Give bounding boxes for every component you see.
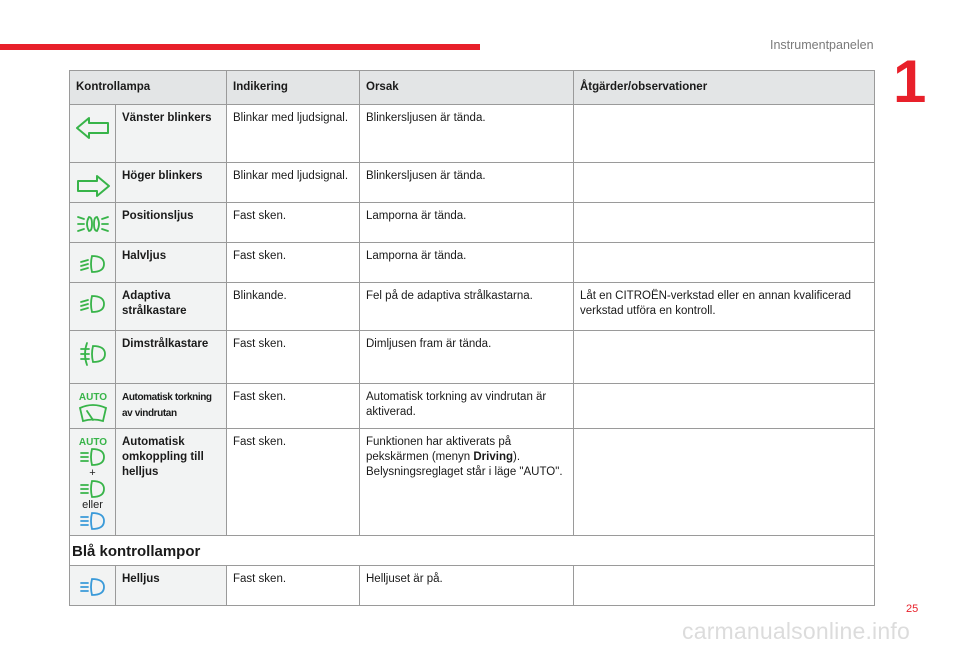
lamp-name: Positionsljus [116, 203, 227, 243]
section-row [70, 536, 875, 566]
blue-high-beam-icon [78, 511, 108, 531]
column-header-indikering: Indikering [227, 71, 360, 105]
lamp-cause: Lamporna är tända. [360, 203, 574, 243]
lamp-action [574, 243, 875, 283]
lamp-name: Dimstrålkastare [116, 331, 227, 384]
lamp-indication: Blinkar med ljudsignal. [227, 105, 360, 163]
position-lights-icon [70, 203, 116, 243]
column-header-kontrollampa: Kontrollampa [70, 71, 227, 105]
lamp-name: Helljus [116, 566, 227, 606]
green-high-beam-icon [78, 479, 108, 499]
lamp-indication: Fast sken. [227, 384, 360, 429]
or-label: eller [82, 499, 103, 511]
lamp-indication: Fast sken. [227, 243, 360, 283]
warning-lights-table [69, 70, 875, 606]
lamp-action [574, 163, 875, 203]
menu-driving: Driving [473, 451, 513, 463]
lamp-cause: Blinkersljusen är tända. [360, 163, 574, 203]
lamp-indication: Fast sken. [227, 203, 360, 243]
auto-label: AUTO [78, 437, 107, 447]
lamp-indication: Fast sken. [227, 429, 360, 536]
lamp-cause: Blinkersljusen är tända. [360, 105, 574, 163]
left-turn-arrow-icon [70, 105, 116, 163]
lamp-indication: Blinkar med ljudsignal. [227, 163, 360, 203]
lamp-action [574, 384, 875, 429]
lamp-cause: Helljuset är på. [360, 566, 574, 606]
table-row [70, 283, 875, 331]
auto-wiper-icon [70, 384, 116, 429]
chapter-number: 1 [893, 48, 927, 115]
adaptive-headlamp-icon [70, 283, 116, 331]
section-title: Blå kontrollampor [70, 536, 875, 566]
lamp-action [574, 105, 875, 163]
lamp-cause: Lamporna är tända. [360, 243, 574, 283]
lamp-name: Höger blinkers [116, 163, 227, 203]
cause-text: Funktionen har aktiverats på pekskärmen (menyn [366, 436, 512, 463]
table-row [70, 243, 875, 283]
watermark: carmanualsonline.info [682, 618, 910, 644]
table-row [70, 163, 875, 203]
lamp-cause: Automatisk torkning av vindrutan är aktiverad. [360, 384, 574, 429]
chapter-title: Instrumentpanelen [770, 38, 874, 52]
lamp-action [574, 331, 875, 384]
table-row [70, 203, 875, 243]
front-fog-light-icon [70, 331, 116, 384]
header-accent-bar [0, 44, 480, 50]
auto-high-beam-icon [70, 429, 116, 536]
lamp-name: Automatisk omkoppling till helljus [116, 429, 227, 536]
auto-label: AUTO [78, 392, 107, 402]
table-row [70, 331, 875, 384]
lamp-action [574, 429, 875, 536]
page-number: 25 [906, 603, 919, 615]
table-row [70, 566, 875, 606]
table-row [70, 384, 875, 429]
lamp-name: Adaptiva strålkastare [116, 283, 227, 331]
table-row [70, 429, 875, 536]
cause-text: ). Belysningsreglaget står i läge "AUTO". [366, 451, 563, 478]
lamp-cause: Dimljusen fram är tända. [360, 331, 574, 384]
table-row [70, 105, 875, 163]
lamp-action [574, 203, 875, 243]
lamp-name: Vänster blinkers [116, 105, 227, 163]
lamp-indication: Fast sken. [227, 566, 360, 606]
low-beam-icon [70, 243, 116, 283]
right-turn-arrow-icon [70, 163, 116, 203]
lamp-cause [360, 429, 574, 536]
lamp-indication: Blinkande. [227, 283, 360, 331]
column-header-atgarder: Åtgärder/observationer [574, 71, 875, 105]
lamp-action: Låt en CITROËN-verkstad eller en annan kvalificerad verkstad utföra en kontroll. [574, 283, 875, 331]
high-beam-icon [70, 566, 116, 606]
plus-sign: + [89, 467, 96, 479]
lamp-name: Halvljus [116, 243, 227, 283]
lamp-name: Automatisk torkning av vindrutan [116, 384, 227, 429]
lamp-action [574, 566, 875, 606]
table-header-row [70, 71, 875, 105]
lamp-indication: Fast sken. [227, 331, 360, 384]
column-header-orsak: Orsak [360, 71, 574, 105]
lamp-cause: Fel på de adaptiva strålkastarna. [360, 283, 574, 331]
